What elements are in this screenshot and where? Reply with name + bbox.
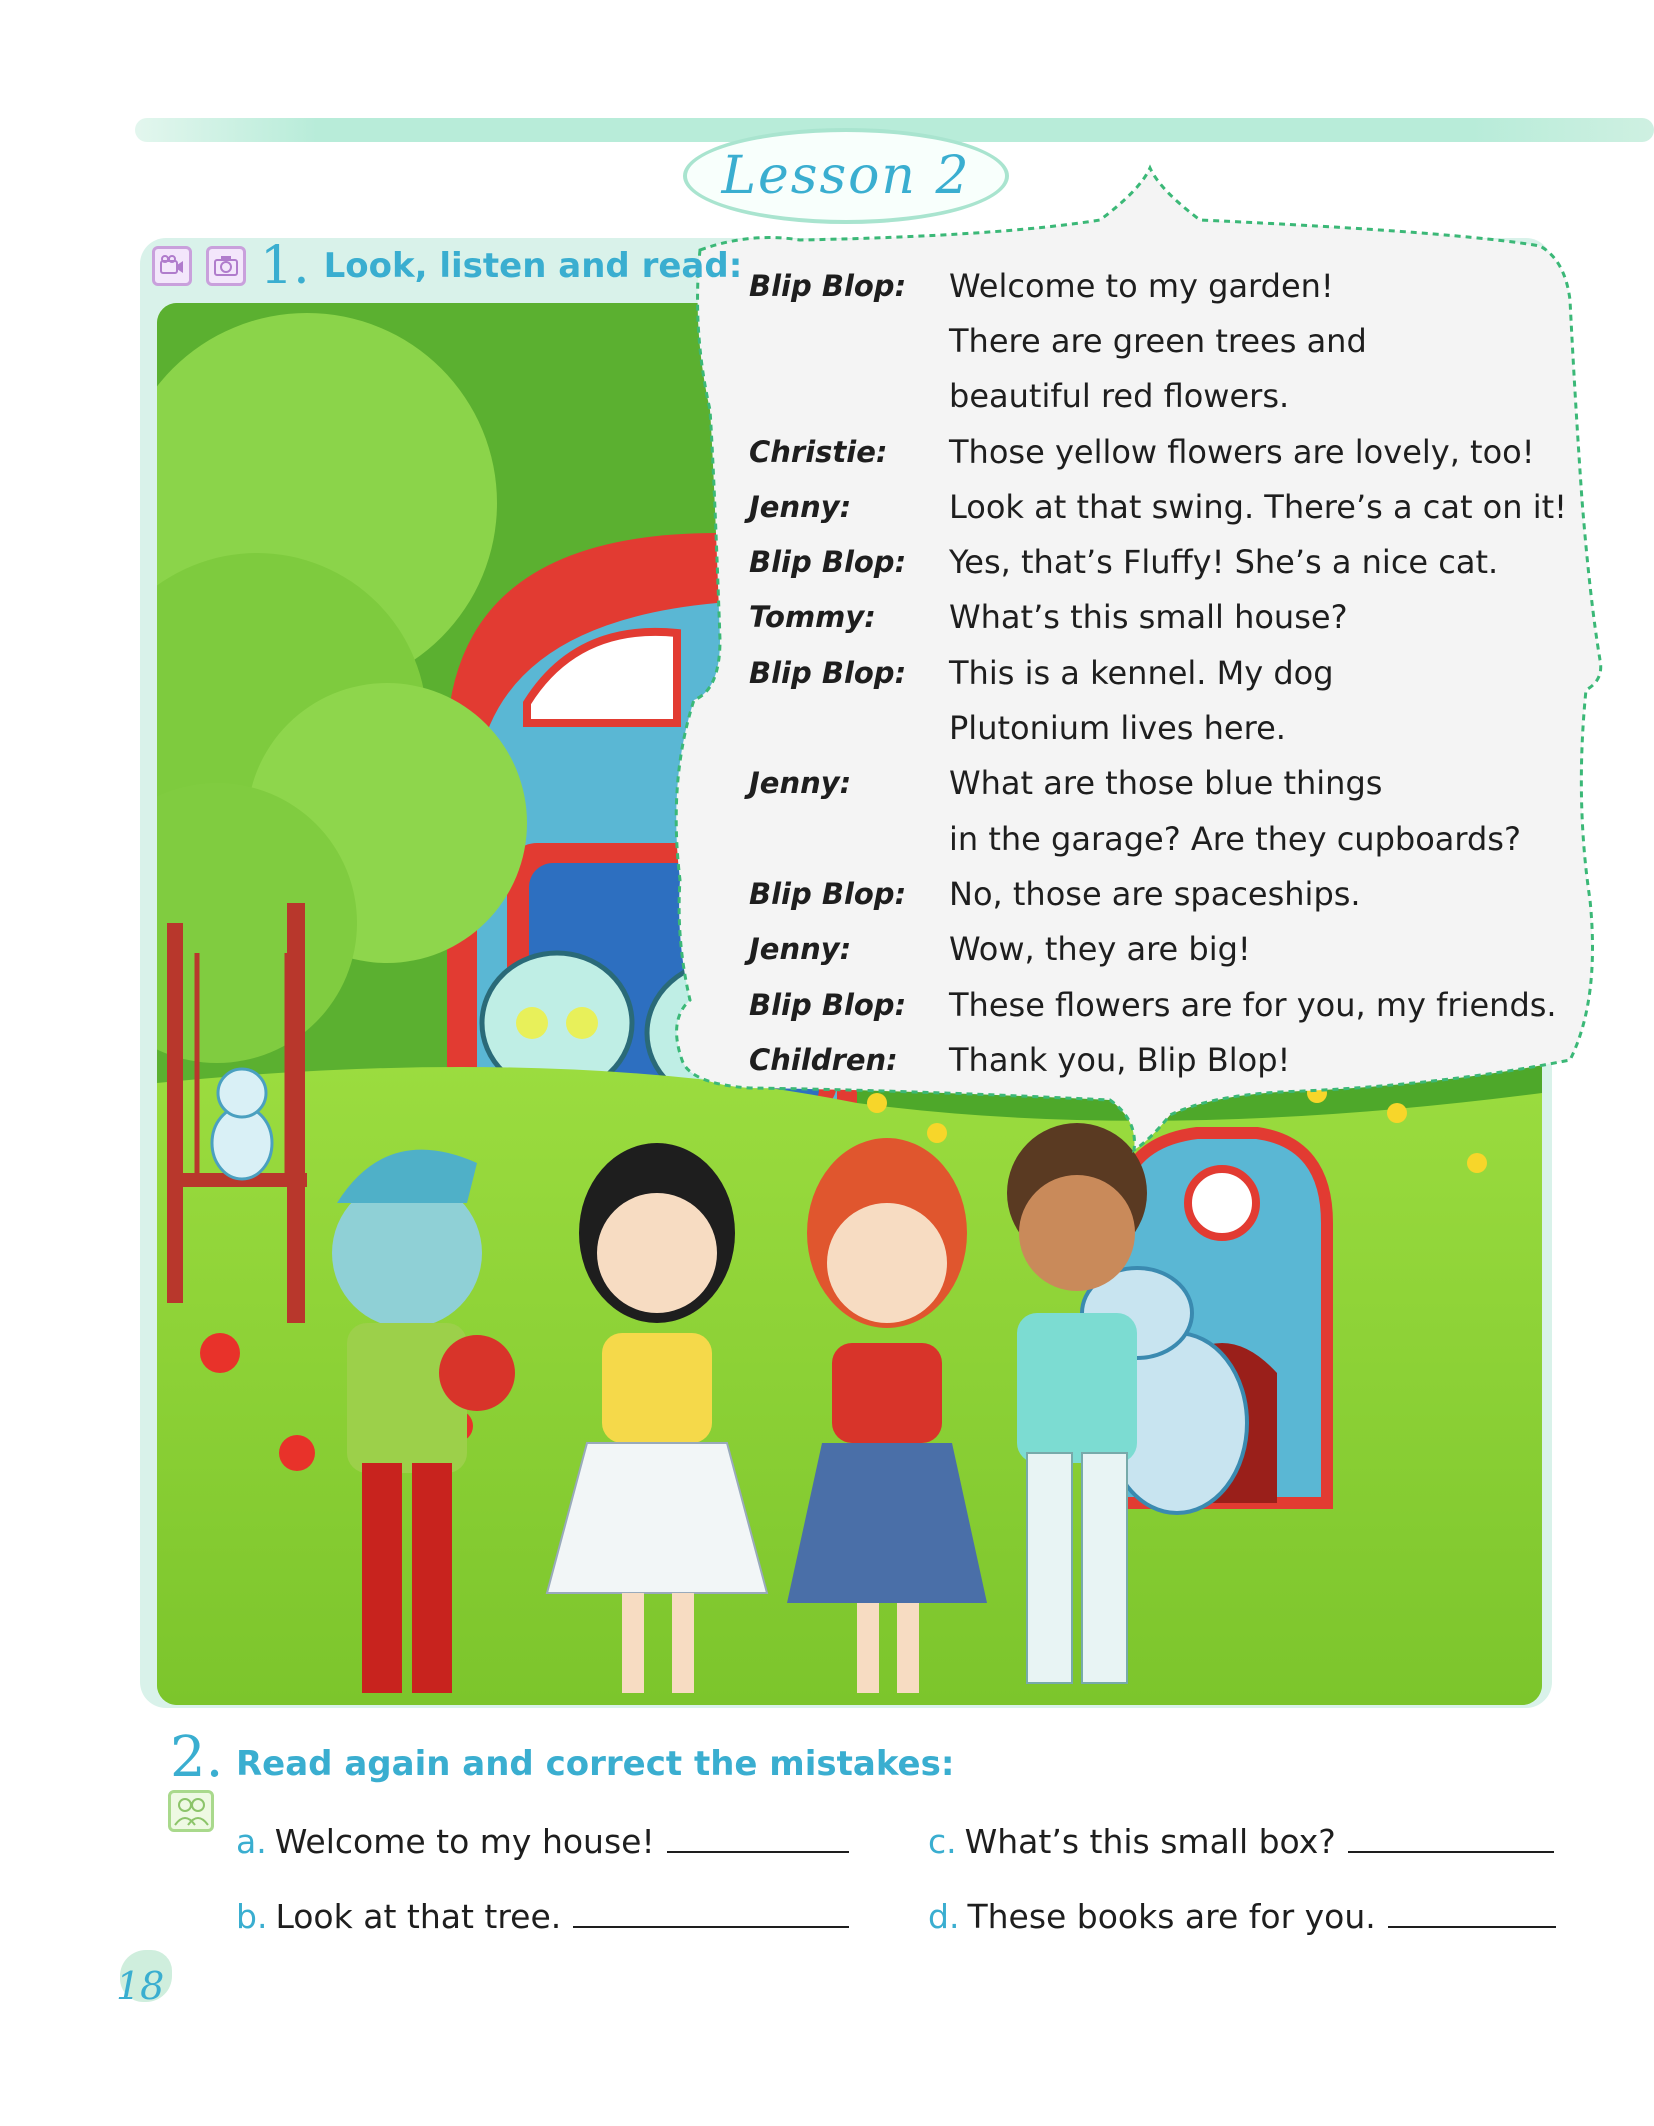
dialogue-line (749, 700, 1569, 755)
dialogue-line (749, 1032, 1569, 1087)
dialogue-line (749, 756, 1569, 811)
speaker: Blip Blop: (749, 268, 907, 303)
speech: What are those blue things (949, 764, 1383, 803)
speech: This is a kennel. My dog (949, 653, 1334, 692)
exercise-2-number: 2. (170, 1725, 224, 1790)
camera-icon (206, 246, 246, 286)
speech: beautiful red flowers. (949, 377, 1290, 416)
correction-item (236, 1822, 849, 1861)
speech: in the garage? Are they cupboards? (949, 819, 1521, 858)
speech: Welcome to my garden! (949, 266, 1334, 305)
speech: Look at that swing. There’s a cat on it! (949, 487, 1567, 526)
item-text: These books are for you. (967, 1897, 1376, 1936)
dialogue-line (749, 313, 1569, 368)
lesson-title: Lesson 2 (721, 146, 971, 206)
page-number: 18 (116, 1964, 165, 2008)
correction-item (928, 1897, 1556, 1936)
exercise-number: 1. (260, 236, 310, 296)
item-letter: b. (236, 1897, 268, 1936)
answer-blank[interactable] (1388, 1925, 1556, 1928)
speaker: Blip Blop: (749, 655, 907, 690)
pair-work-icon (168, 1790, 214, 1832)
speech: No, those are spaceships. (949, 874, 1361, 913)
dialogue-line (749, 811, 1569, 866)
dialogue-line (749, 645, 1569, 700)
speaker: Jenny: (749, 489, 852, 524)
dialogue-line (749, 258, 1569, 313)
speaker: Tommy: (749, 600, 876, 635)
dialogue-line (749, 369, 1569, 424)
dialogue-line (749, 590, 1569, 645)
answer-blank[interactable] (573, 1925, 849, 1928)
dialogue-line (749, 479, 1569, 534)
dialogue-line (749, 922, 1569, 977)
item-text: Welcome to my house! (274, 1822, 655, 1861)
speech: These flowers are for you, my friends. (949, 985, 1557, 1024)
speaker: Blip Blop: (749, 545, 907, 580)
speech: Yes, that’s Fluffy! She’s a nice cat. (949, 543, 1499, 582)
speaker: Blip Blop: (749, 987, 907, 1022)
dialogue-line (749, 866, 1569, 921)
speech: Plutonium lives here. (949, 709, 1286, 748)
exercise-1-header (152, 236, 743, 296)
speech: Those yellow flowers are lovely, too! (949, 432, 1535, 471)
speaker: Christie: (749, 434, 888, 469)
speaker: Jenny: (749, 932, 852, 967)
dialogue-line (749, 424, 1569, 479)
dialogue-line (749, 977, 1569, 1032)
speaker: Blip Blop: (749, 876, 907, 911)
speech: What’s this small house? (949, 598, 1348, 637)
exercise-2-instruction: Read again and correct the mistakes: (236, 1744, 955, 1784)
answer-blank[interactable] (667, 1850, 849, 1853)
item-text: Look at that tree. (275, 1897, 562, 1936)
correction-item (236, 1897, 849, 1936)
video-icon (152, 246, 192, 286)
speech: Thank you, Blip Blop! (949, 1040, 1291, 1079)
item-letter: c. (928, 1822, 957, 1861)
answer-blank[interactable] (1348, 1850, 1554, 1853)
speaker: Jenny: (749, 766, 852, 801)
dialogue (749, 258, 1569, 1087)
speech: Wow, they are big! (949, 930, 1251, 969)
item-letter: a. (236, 1822, 267, 1861)
item-text: What’s this small box? (964, 1822, 1336, 1861)
correction-item (928, 1822, 1554, 1861)
speech: There are green trees and (949, 321, 1367, 360)
speaker: Children: (749, 1042, 898, 1077)
dialogue-line (749, 534, 1569, 589)
item-letter: d. (928, 1897, 960, 1936)
exercise-instruction: Look, listen and read: (323, 246, 743, 286)
